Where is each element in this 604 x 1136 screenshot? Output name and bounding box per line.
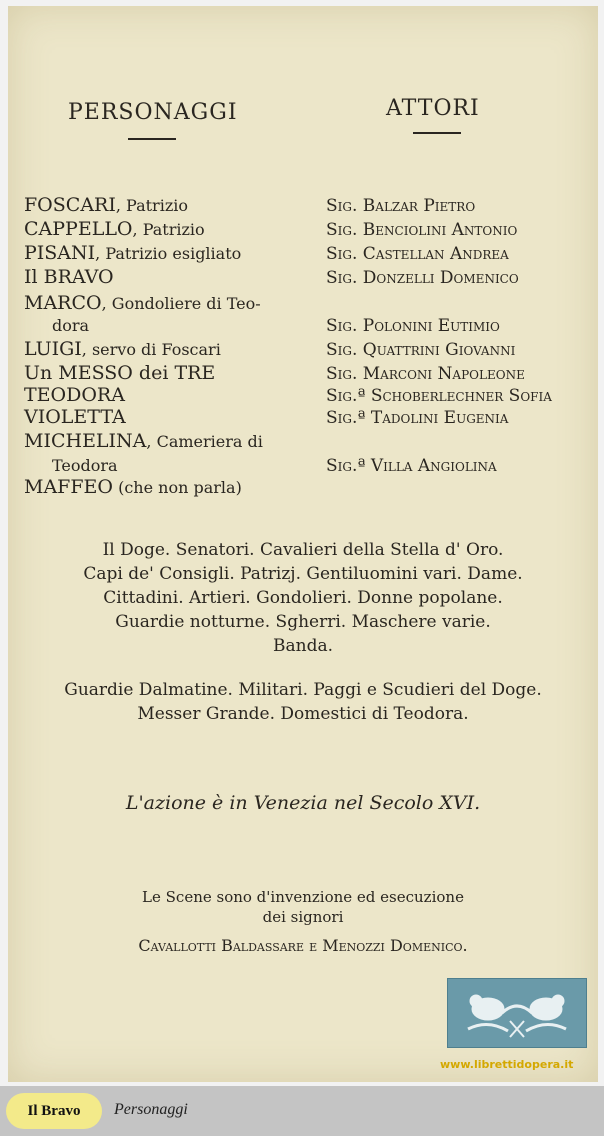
role-description: dora [52, 316, 90, 335]
header-rule-left [128, 138, 176, 140]
cast-actor: Sig. Marconi Napoleone [326, 364, 525, 384]
cast-actor: Sig. Polonini Eutimio [326, 316, 500, 336]
title-badge[interactable]: Il Bravo [6, 1093, 102, 1129]
role-name: Un MESSO dei TRE [24, 362, 216, 384]
role-name: VIOLETTA [24, 406, 126, 428]
header-rule-right [413, 132, 461, 134]
chorus-line: Capi de' Consigli. Patrizj. Gentiluomini vari. Dame. [83, 564, 523, 584]
role-name: CAPPELLO [24, 218, 133, 240]
scenes-line: Cavallotti Baldassare e Menozzi Domenico. [138, 936, 468, 955]
cast-role [24, 220, 205, 239]
chorus-line: Banda. [273, 636, 333, 656]
chorus-line: Guardie notturne. Sgherri. Maschere varie. [115, 612, 491, 632]
cast-role [24, 478, 242, 497]
cast-role [24, 196, 188, 215]
role-description: , Patrizio esigliato [95, 244, 242, 263]
role-name: MARCO [24, 292, 102, 314]
guards-line: Guardie Dalmatine. Militari. Paggi e Scudieri del Doge. [64, 680, 542, 700]
cast-role [24, 408, 126, 427]
cast-role [24, 268, 114, 287]
cast-actor: Sig.ª Tadolini Eugenia [326, 408, 509, 428]
header-personaggi: PERSONAGGI [68, 100, 238, 125]
role-name: MAFFEO [24, 476, 113, 498]
cast-actor: Sig. Quattrini Giovanni [326, 340, 516, 360]
section-label: Personaggi [114, 1101, 188, 1118]
cast-role [24, 432, 263, 451]
cast-actor: Sig. Castellan Andrea [326, 244, 509, 264]
chorus-line: Cittadini. Artieri. Gondolieri. Donne popolane. [103, 588, 503, 608]
role-description: Teodora [52, 456, 118, 475]
cast-role [24, 244, 241, 263]
libretto-page [8, 6, 598, 1082]
site-url-link[interactable]: www.librettidopera.it [440, 1058, 574, 1071]
chorus-line: Il Doge. Senatori. Cavalieri della Stella d' Oro. [102, 540, 504, 560]
cherubs-logo-icon [448, 979, 586, 1047]
cast-actor: Sig.ª Schoberlechner Sofia [326, 386, 552, 406]
role-name: TEODORA [24, 384, 125, 406]
role-description: , Gondoliere di Teo- [101, 294, 261, 313]
role-description: (che non parla) [113, 478, 242, 497]
role-description: , Patrizio [115, 196, 188, 215]
scenes-line: Le Scene sono d'invenzione ed esecuzione [142, 888, 464, 906]
role-name: LUIGI [24, 338, 82, 360]
cast-actor: Sig. Benciolini Antonio [326, 220, 518, 240]
guards-line: Messer Grande. Domestici di Teodora. [137, 704, 469, 724]
cast-role [52, 316, 89, 335]
site-logo[interactable] [447, 978, 587, 1048]
header-attori: ATTORI [386, 96, 480, 121]
cast-role [24, 364, 215, 383]
cast-role [52, 456, 118, 475]
role-name: MICHELINA [24, 430, 147, 452]
role-description: , Patrizio [132, 220, 205, 239]
scenes-line: dei signori [262, 908, 344, 926]
cast-role [24, 340, 221, 359]
cast-role [24, 294, 261, 313]
role-name: PISANI [24, 242, 96, 264]
cast-role [24, 386, 125, 405]
role-description: , servo di Foscari [81, 340, 221, 359]
cast-actor: Sig.ª Villa Angiolina [326, 456, 497, 476]
role-name: Il BRAVO [24, 266, 114, 288]
cast-actor: Sig. Balzar Pietro [326, 196, 476, 216]
setting-line: L'azione è in Venezia nel Secolo XVI. [125, 792, 481, 814]
cast-actor: Sig. Donzelli Domenico [326, 268, 519, 288]
role-description: , Cameriera di [146, 432, 263, 451]
role-name: FOSCARI [24, 194, 116, 216]
